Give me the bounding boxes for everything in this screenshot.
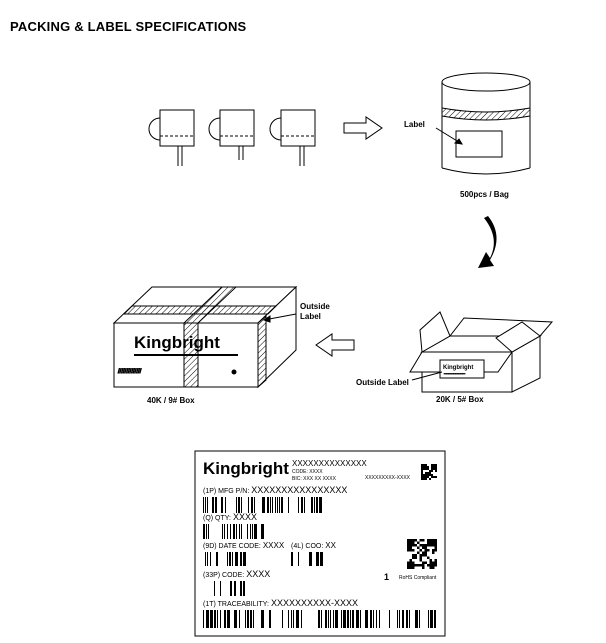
curved-arrow-icon [478, 216, 497, 268]
bag [436, 73, 530, 174]
label-brand: Kingbright [203, 459, 289, 478]
label-count: 1 [384, 572, 390, 582]
label-code33: (33P) CODE: XXXX [203, 569, 271, 579]
big-box-outside-label-line1: Outside [300, 302, 330, 311]
small-box [410, 312, 552, 392]
label-serial: XXXXXXXXX-XXXX [365, 475, 411, 481]
small-box-outside-label: Outside Label [356, 378, 409, 387]
page-title: PACKING & LABEL SPECIFICATIONS [10, 19, 247, 34]
label-coo: (4L) COO: XX [291, 541, 336, 550]
bag-caption: 500pcs / Bag [460, 190, 509, 199]
label-date-code: (9D) DATE CODE: XXXX [203, 541, 285, 550]
small-box-caption: 20K / 5# Box [436, 395, 484, 404]
component-reel-1 [149, 110, 194, 166]
arrow-left-icon [316, 334, 354, 356]
big-box-outside-label-line2: Label [300, 312, 321, 321]
svg-text:~~~~~~~~~: ~~~~~~~~~ [444, 371, 466, 376]
big-box-caption: 40K / 9# Box [147, 396, 195, 405]
label-code-line: CODE: XXXX [292, 469, 323, 475]
label-bic-line: BIC: XXX XX XXXX [292, 476, 336, 482]
label-mfg-pn: (1P) MFG P/N: XXXXXXXXXXXXXXXX [203, 485, 348, 495]
label-part-code: XXXXXXXXXXXXXX [292, 459, 367, 468]
label-qty: (Q) QTY: XXXX [203, 512, 258, 522]
label-card [195, 451, 445, 636]
arrow-right-icon [344, 117, 382, 139]
component-reel-2 [209, 110, 254, 160]
component-reel-3 [270, 110, 315, 166]
label-traceability: (1T) TRACEABILITY: XXXXXXXXXX-XXXX [203, 598, 359, 608]
bag-label-text: Label [404, 120, 425, 129]
small-box-brand: Kingbright [443, 365, 474, 371]
svg-text://////////////: ////////////// [118, 369, 142, 375]
big-box-brand: Kingbright [134, 333, 220, 352]
label-rohs: RoHS Compliant [399, 575, 437, 581]
